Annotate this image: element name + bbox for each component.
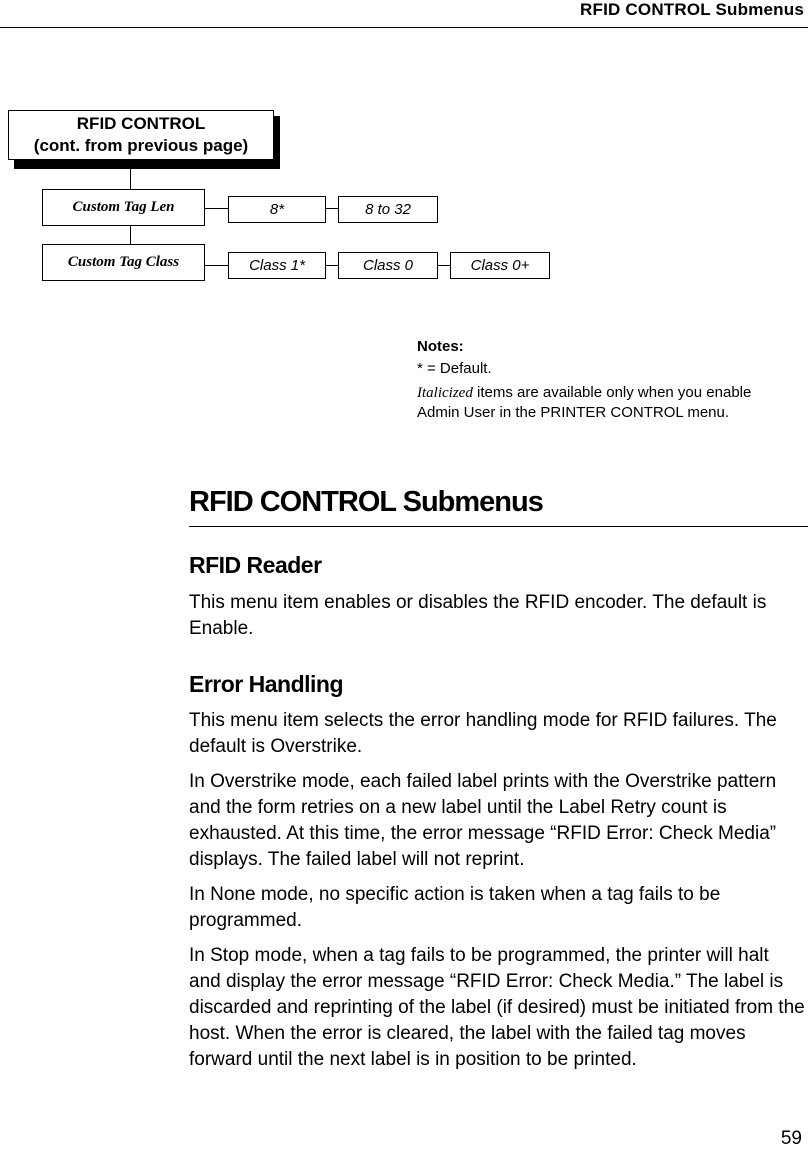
custom-tag-class-box: Custom Tag Class	[42, 244, 205, 281]
connector-menu-to-menu	[130, 226, 131, 244]
error-handling-paragraph-4: In Stop mode, when a tag fails to be programmed, the printer will halt and display the error message “RFID Error: Check Media.” The label is discarded and reprinting of the label (if desired) must be initiated from the host. When the error is cleared, the label with the failed tag moves forward until the next label is in position to be printed.	[189, 945, 805, 1070]
connector-root-to-menu	[130, 166, 131, 189]
error-handling-paragraph-2: In Overstrike mode, each failed label prints with the Overstrike pattern and the form retries on a new label until the Label Retry count is exhausted. At this time, the error message “RFID Error: Check Media” displays. The failed label will not reprint.	[189, 771, 777, 870]
notes-default: * = Default.	[417, 360, 492, 377]
custom-tag-len-option-default: 8*	[228, 196, 326, 223]
custom-tag-class-option-class0plus: Class 0+	[450, 252, 550, 279]
error-handling-paragraph-1: This menu item selects the error handling mode for RFID failures. The default is Overstrike.	[189, 710, 777, 757]
menu-diagram	[0, 0, 808, 440]
connector-tag-class-opt1-to-opt2	[326, 265, 338, 266]
custom-tag-class-option-class1: Class 1*	[228, 252, 326, 279]
rfid-control-root-box	[8, 110, 274, 160]
custom-tag-class-option-class0: Class 0	[338, 252, 438, 279]
root-box-line1: RFID CONTROL	[76, 114, 206, 133]
connector-tag-len-to-opt	[205, 208, 228, 209]
custom-tag-len-option-range: 8 to 32	[338, 196, 438, 223]
page-number: 59	[780, 1128, 802, 1149]
main-content	[189, 486, 808, 1073]
connector-tag-class-opt2-to-opt3	[438, 265, 450, 266]
notes-italic-rest: items are available only when you enable Admin User in the PRINTER CONTROL menu.	[417, 384, 752, 421]
notes-italic-word: Italicized	[417, 385, 473, 401]
notes-title: Notes:	[417, 338, 464, 355]
connector-tag-len-opt-to-opt	[326, 208, 338, 209]
rfid-reader-paragraph: This menu item enables or disables the RFID encoder. The default is Enable.	[189, 592, 767, 639]
root-box-line2: (cont. from previous page)	[33, 136, 249, 155]
error-handling-paragraph-3: In None mode, no specific action is taken when a tag fails to be programmed.	[189, 884, 721, 931]
subsection-title-error-handling: Error Handling	[189, 671, 344, 697]
diagram-notes	[417, 337, 797, 422]
connector-tag-class-to-opt	[205, 265, 228, 266]
section-title: RFID CONTROL Submenus	[189, 486, 808, 527]
running-header: RFID CONTROL Submenus	[580, 0, 804, 19]
notes-italic-explanation	[417, 383, 797, 422]
subsection-title-rfid-reader: RFID Reader	[189, 552, 322, 578]
custom-tag-len-box: Custom Tag Len	[42, 189, 205, 226]
